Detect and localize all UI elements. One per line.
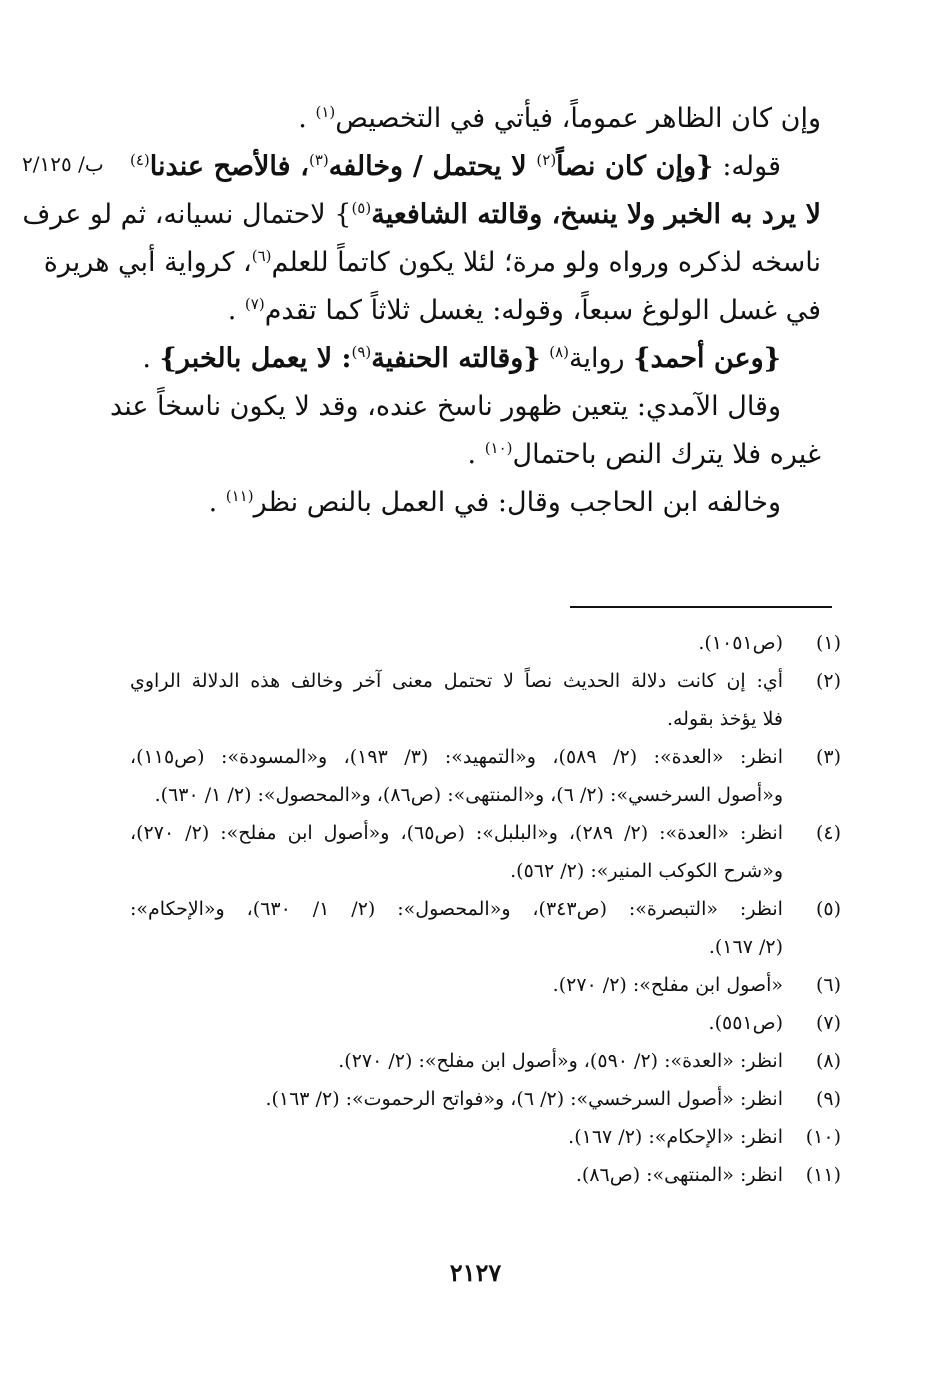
footnote-line: فلا يؤخذ بقوله. (666, 708, 783, 730)
text-line (130, 287, 821, 335)
footnote (130, 624, 841, 662)
text-line (43, 239, 821, 287)
text-run: . (142, 343, 160, 374)
footnote-line: انظر: «أصول السرخسي»: (٢/ ٦)، و«فواتح الرحموت»: (٢/ ١٦٣). (265, 1088, 783, 1110)
footnote-line: أي: إن كانت دلالة الحديث نصاً لا تحتمل معنى آخر وخالف هذه الدلالة الراوي (130, 670, 783, 692)
footnote-number: (١١) (805, 1164, 841, 1186)
bold-text: لا يرد به الخبر ولا ينسخ، وقالته الشافعية (371, 199, 821, 230)
footnote (130, 662, 841, 738)
footnote-line: انظر: «الإحكام»: (٢/ ١٦٧). (568, 1126, 783, 1148)
text-line (130, 431, 821, 479)
footnote (130, 1156, 841, 1194)
footnote-text (130, 662, 783, 738)
footnote (130, 890, 841, 966)
footnote-ref: (٨) (549, 343, 570, 361)
footnote-text (130, 1156, 783, 1194)
text-run: غيره فلا يترك النص باحتمال (512, 439, 821, 470)
text-line (130, 95, 821, 143)
footnote-text (130, 966, 783, 1004)
page-number: ٢١٢٧ (449, 1258, 502, 1287)
footnote-ref: (٢) (536, 151, 557, 169)
footnote-number: (١) (815, 632, 841, 654)
footnote-ref: (٣) (309, 151, 329, 169)
bold-text: {وعن أحمد} (633, 343, 781, 374)
bold-text: {وقالته الحنفية (371, 343, 541, 374)
footnote-text (130, 1042, 783, 1080)
footnote (130, 1080, 841, 1118)
footnote (130, 738, 841, 814)
footnote-number: (٤) (815, 822, 841, 844)
footnote-ref: (١١) (225, 487, 254, 505)
footnote-text (130, 1118, 783, 1156)
bold-text: لا يحتمل / وخالفه (328, 151, 537, 182)
margin-folio-note: ب/ ٢/١٢٥ (22, 152, 104, 176)
footnote-line: و«أصول السرخسي»: (٢/ ٦)، و«المنتهى»: (ص٨٦)، و«المحصول»: (٢/ ١/ ٦٣٠). (154, 784, 783, 806)
text-run: في غسل الولوغ سبعاً، وقوله: يغسل ثلاثاً كما تقدم (264, 295, 821, 326)
footnote (130, 814, 841, 890)
footnote-number: (٧) (815, 1012, 841, 1034)
text-run: رواية (569, 343, 634, 374)
text-line (22, 191, 821, 239)
footnote (130, 1042, 841, 1080)
footnote (130, 1118, 841, 1156)
text-run: . (208, 487, 226, 518)
footnote-ref: (٧) (244, 295, 265, 313)
footnote-ref: (٦) (251, 247, 272, 265)
footnote-line: و«شرح الكوكب المنير»: (٢/ ٥٦٢). (510, 860, 783, 882)
footnote-separator (570, 606, 832, 608)
footnote-text (130, 890, 783, 966)
text-line (110, 383, 821, 431)
text-line (130, 479, 821, 527)
footnote-number: (٢) (815, 670, 841, 692)
text-run: ناسخه لذكره ورواه ولو مرة؛ لئلا يكون كاتماً للعلم (271, 247, 821, 278)
footnote-ref: (٥) (351, 199, 372, 217)
footnote-line: انظر: «العدة»: (٢/ ٢٨٩)، و«البلبل»: (ص٦٥)، و«أصول ابن مفلح»: (٢/ ٢٧٠)، (130, 822, 783, 844)
text-run: . (227, 295, 245, 326)
footnote-number: (١٠) (805, 1126, 841, 1148)
text-run: وخالفه ابن الحاجب وقال: في العمل بالنص نظر (253, 487, 781, 518)
text-run: } لاحتمال نسيانه، ثم لو عرف (22, 199, 352, 230)
text-line (130, 335, 821, 383)
text-run: . (298, 103, 316, 134)
footnote (130, 966, 841, 1004)
footnote-line: (ص١٠٥١). (698, 632, 783, 654)
footnote-text (130, 738, 783, 814)
footnote-text (130, 814, 783, 890)
footnote-ref: (٩) (351, 343, 372, 361)
text-run: . (467, 439, 485, 470)
footnote-line: انظر: «العدة»: (٢/ ٥٩٠)، و«أصول ابن مفلح»: (٢/ ٢٧٠). (338, 1050, 783, 1072)
footnote-line: «أصول ابن مفلح»: (٢/ ٢٧٠). (552, 974, 783, 996)
footnote-number: (٩) (815, 1088, 841, 1110)
footnote-line: انظر: «العدة»: (٢/ ٥٨٩)، و«التمهيد»: (٣/ ١٩٣)، و«المسودة»: (ص١١٥)، (130, 746, 783, 768)
footnote (130, 1004, 841, 1042)
footnote-ref: (١٠) (484, 439, 513, 457)
text-run: قوله: (713, 151, 781, 182)
bold-text: : لا يعمل بالخبر} (159, 343, 352, 374)
footnote-line: (ص٥٥١). (708, 1012, 783, 1034)
footnote-text (130, 624, 783, 662)
footnote-line: (٢/ ١٦٧). (708, 936, 783, 958)
text-run (541, 343, 550, 374)
footnote-line: انظر: «التبصرة»: (ص٣٤٣)، و«المحصول»: (٢/ ١/ ٦٣٠)، و«الإحكام»: (130, 898, 783, 920)
footnote-number: (٨) (815, 1050, 841, 1072)
footnote-text (130, 1004, 783, 1042)
text-line (130, 143, 821, 191)
bold-text: ، فالأصح عندنا (149, 151, 309, 182)
bold-text: {وإن كان نصاً (556, 151, 714, 182)
text-run: وإن كان الظاهر عموماً، فيأتي في التخصيص (335, 103, 821, 134)
text-run: ، كرواية أبي هريرة (43, 247, 252, 278)
footnote-ref: (١) (315, 103, 336, 121)
footnotes (130, 624, 841, 1194)
footnote-number: (٥) (815, 898, 841, 920)
footnote-text (130, 1080, 783, 1118)
footnote-number: (٣) (815, 746, 841, 768)
footnote-number: (٦) (815, 974, 841, 996)
text-run: وقال الآمدي: يتعين ظهور ناسخ عنده، وقد لا يكون ناسخاً عند (110, 391, 781, 422)
footnote-line: انظر: «المنتهى»: (ص٨٦). (575, 1164, 783, 1186)
footnote-ref: (٤) (130, 151, 150, 169)
